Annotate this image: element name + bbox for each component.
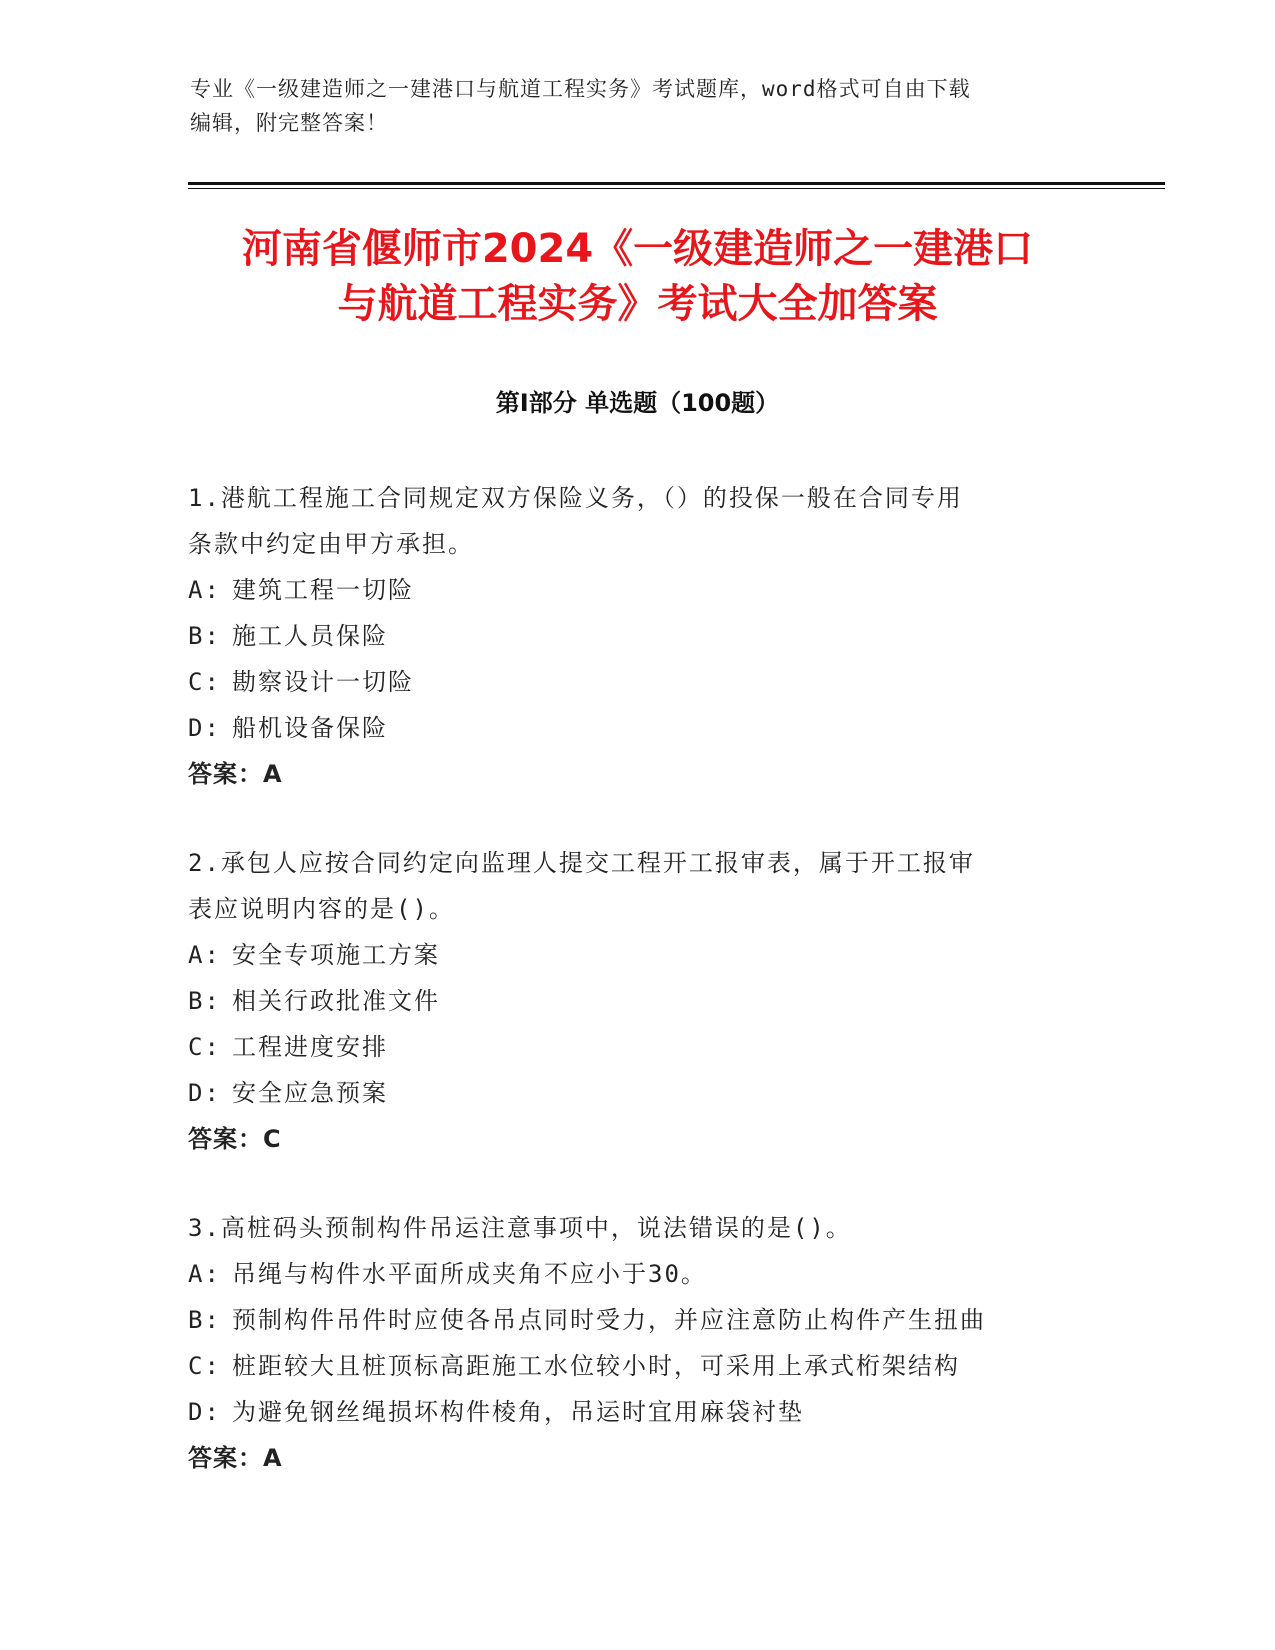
option-key: B:	[188, 987, 221, 1015]
question-3	[188, 1205, 1088, 1481]
option-text: 工程进度安排	[232, 1033, 388, 1061]
answer: 答案：A	[188, 760, 283, 788]
option-text: 安全专项施工方案	[232, 941, 440, 969]
header-note	[190, 72, 1090, 140]
option-text: 桩距较大且桩顶标高距施工水位较小时，可采用上承式桁架结构	[232, 1352, 960, 1380]
option-key: D:	[188, 1398, 221, 1426]
question-1	[188, 475, 1088, 797]
answer: 答案：C	[188, 1125, 282, 1153]
option-key: C:	[188, 1033, 221, 1061]
option-d	[188, 1070, 1088, 1116]
question-stem-line-1: 1.港航工程施工合同规定双方保险义务，（）的投保一般在合同专用	[188, 484, 963, 512]
question-stem-line-1: 2.承包人应按合同约定向监理人提交工程开工报审表，属于开工报审	[188, 849, 975, 877]
option-a	[188, 1251, 1088, 1297]
option-a	[188, 567, 1088, 613]
option-key: A:	[188, 576, 221, 604]
header-divider-thin	[188, 188, 1165, 189]
option-c	[188, 659, 1088, 705]
option-key: A:	[188, 941, 221, 969]
document-title	[150, 222, 1125, 332]
option-b	[188, 978, 1088, 1024]
option-key: D:	[188, 714, 221, 742]
header-divider-thick	[188, 182, 1165, 185]
option-text: 相关行政批准文件	[232, 987, 440, 1015]
option-key: A:	[188, 1260, 221, 1288]
option-b	[188, 613, 1088, 659]
option-text: 为避免钢丝绳损坏构件棱角，吊运时宜用麻袋衬垫	[232, 1398, 804, 1426]
option-a	[188, 932, 1088, 978]
question-stem	[188, 475, 1088, 567]
option-text: 预制构件吊件时应使各吊点同时受力，并应注意防止构件产生扭曲	[232, 1306, 986, 1334]
option-text: 吊绳与构件水平面所成夹角不应小于30。	[232, 1260, 707, 1288]
section-title: 第Ⅰ部分 单选题（100题）	[495, 389, 780, 417]
header-note-line-1: 专业《一级建造师之一建港口与航道工程实务》考试题库，word格式可自由下载	[190, 77, 971, 101]
option-text: 施工人员保险	[232, 622, 388, 650]
question-stem-line-2: 条款中约定由甲方承担。	[188, 530, 474, 558]
question-2	[188, 840, 1088, 1162]
option-key: B:	[188, 1306, 221, 1334]
option-b	[188, 1297, 1088, 1343]
option-key: D:	[188, 1079, 221, 1107]
document-title-line-2: 与航道工程实务》考试大全加答案	[337, 281, 938, 327]
option-d	[188, 1389, 1088, 1435]
option-d	[188, 705, 1088, 751]
option-text: 建筑工程一切险	[232, 576, 414, 604]
question-stem-line-1: 3.高桩码头预制构件吊运注意事项中，说法错误的是()。	[188, 1214, 852, 1242]
option-text: 勘察设计一切险	[232, 668, 414, 696]
option-key: B:	[188, 622, 221, 650]
option-c	[188, 1343, 1088, 1389]
question-stem	[188, 840, 1088, 932]
question-stem-line-2: 表应说明内容的是()。	[188, 895, 455, 923]
option-text: 船机设备保险	[232, 714, 388, 742]
question-stem	[188, 1205, 1088, 1251]
option-key: C:	[188, 668, 221, 696]
document-title-line-1: 河南省偃师市2024《一级建造师之一建港口	[241, 226, 1034, 272]
option-c	[188, 1024, 1088, 1070]
option-key: C:	[188, 1352, 221, 1380]
header-note-line-2: 编辑，附完整答案！	[190, 111, 388, 135]
answer: 答案：A	[188, 1444, 283, 1472]
option-text: 安全应急预案	[232, 1079, 388, 1107]
